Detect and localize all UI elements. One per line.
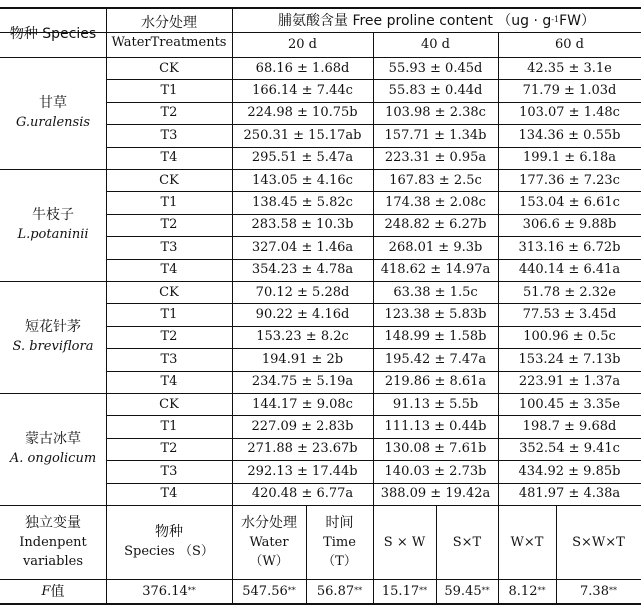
- f-value: 59.45: [444, 583, 482, 599]
- f-symbol: F: [41, 583, 51, 599]
- vline-stats-2: [306, 505, 307, 603]
- proline-value-cell: 234.75 ± 5.19a: [251, 374, 354, 390]
- proline-value-cell: 55.83 ± 0.44d: [388, 83, 483, 99]
- factor-water-abbr: （W）: [249, 553, 289, 569]
- proline-value-cell: 440.14 ± 6.41a: [518, 262, 621, 278]
- treatment-label: T1: [160, 195, 178, 211]
- vline-40d: [498, 169, 499, 281]
- vline-species: [106, 393, 107, 505]
- species-name-latin: A. ongolicum: [9, 451, 97, 466]
- indep-en-1: Indenpent: [19, 534, 87, 550]
- proline-value-cell: 219.86 ± 8.61a: [384, 374, 487, 390]
- f-value-cell: 56.87 **: [316, 583, 363, 599]
- treatment-label: T3: [160, 463, 178, 479]
- independent-variables-label-stack: [19, 514, 87, 571]
- species-name-cn: 甘草: [39, 95, 67, 111]
- vline-40d: [498, 57, 499, 169]
- proline-value-cell: 68.16 ± 1.68d: [255, 60, 350, 76]
- species-name: [16, 94, 90, 132]
- vline-stats-0: [106, 505, 107, 603]
- proline-value-cell: 166.14 ± 7.44c: [252, 83, 353, 99]
- species-name-cn: 牛枝子: [31, 207, 74, 223]
- vline-stats-6: [556, 505, 557, 603]
- f-value-cell: 547.56 **: [242, 583, 296, 599]
- f-value-cell: 7.38 **: [580, 583, 617, 599]
- species-group-label: [0, 393, 106, 505]
- proline-value-cell: 148.99 ± 1.58b: [384, 329, 487, 345]
- f-value: 547.56: [242, 583, 288, 599]
- factor-time-cn: 时间: [325, 514, 354, 531]
- treatment-label: T2: [160, 105, 178, 121]
- proline-value-cell: 283.58 ± 10.3b: [251, 217, 354, 233]
- day-header-2: 60 d: [555, 37, 584, 52]
- interaction-sxt: S×T: [452, 534, 482, 550]
- species-name: [10, 430, 96, 468]
- indep-en-2: variables: [22, 553, 84, 569]
- proline-value-cell: 174.38 ± 2.08c: [385, 195, 486, 211]
- proline-value-cell: 55.93 ± 0.45d: [388, 60, 483, 76]
- treatment-label: T3: [160, 351, 178, 367]
- species-group-label: [0, 57, 106, 169]
- vline-header-treatment: [232, 8, 233, 57]
- proline-value-cell: 250.31 ± 15.17ab: [243, 127, 362, 143]
- vline-20d: [373, 393, 374, 505]
- proline-value-cell: 123.38 ± 5.83b: [384, 307, 487, 323]
- vline-species: [106, 169, 107, 281]
- proline-value-cell: 327.04 ± 1.46a: [251, 239, 354, 255]
- proline-value-cell: 388.09 ± 19.42a: [380, 486, 491, 502]
- proline-value-cell: 223.31 ± 0.95a: [384, 150, 487, 166]
- water-treatment-en: WaterTreatments: [111, 34, 227, 50]
- proline-value-cell: 90.22 ± 4.16d: [255, 307, 350, 323]
- species-name-latin: S. breviflora: [12, 339, 94, 354]
- vline-treatment: [232, 281, 233, 393]
- proline-value-cell: 157.71 ± 1.34b: [384, 127, 487, 143]
- water-treatment-cn: 水分处理: [141, 14, 197, 31]
- proline-content-header: 脯氨酸含量 Free proline content （ug · g -1 FW）: [232, 8, 641, 32]
- treatment-label: T1: [160, 419, 178, 435]
- proline-value-cell: 140.03 ± 2.73b: [384, 463, 487, 479]
- proline-value-cell: 194.91 ± 2b: [261, 351, 344, 367]
- proline-value-cell: 153.23 ± 8.2c: [256, 329, 349, 345]
- proline-value-cell: 313.16 ± 6.72b: [518, 239, 621, 255]
- proline-value-cell: 167.83 ± 2.5c: [389, 172, 482, 188]
- treatment-label: CK: [159, 284, 179, 300]
- treatment-label: T1: [160, 307, 178, 323]
- proline-value-cell: 177.36 ± 7.23c: [519, 172, 620, 188]
- f-value: 7.38: [580, 583, 609, 599]
- f-value-word: 值: [50, 584, 65, 600]
- factor-water: [232, 505, 306, 579]
- proline-value-cell: 130.08 ± 7.61b: [384, 441, 487, 457]
- proline-value-cell: 420.48 ± 6.77a: [251, 486, 354, 502]
- factor-time-abbr: （T）: [322, 553, 357, 569]
- f-value-cell: 59.45 **: [444, 583, 490, 599]
- proline-value-cell: 103.07 ± 1.48c: [519, 105, 620, 121]
- f-value: 15.17: [381, 583, 420, 599]
- f-value: 8.12: [508, 583, 538, 599]
- treatment-label: CK: [159, 396, 179, 412]
- factor-time-stack: [322, 514, 357, 571]
- proline-value-cell: 91.13 ± 5.5b: [392, 396, 479, 412]
- factor-water-cn: 水分处理: [241, 514, 297, 531]
- treatment-label: CK: [159, 172, 179, 188]
- bottom-rule: [0, 603, 641, 605]
- vline-40d: [498, 281, 499, 393]
- day-header-0: 20 d: [288, 37, 317, 52]
- vline-species: [106, 281, 107, 393]
- species-group-label: [0, 169, 106, 281]
- treatment-label: CK: [159, 60, 179, 76]
- vline-20d: [373, 57, 374, 169]
- proline-value-cell: 248.82 ± 6.27b: [384, 217, 487, 233]
- species-name-latin: L.potaninii: [17, 227, 89, 242]
- factor-species-stack: [124, 523, 214, 561]
- proline-value-cell: 198.7 ± 9.68d: [522, 419, 617, 435]
- proline-value-cell: 134.36 ± 0.55b: [518, 127, 621, 143]
- vline-40d: [498, 393, 499, 505]
- f-value-label: [0, 579, 106, 603]
- proline-value-cell: 271.88 ± 23.67b: [247, 441, 358, 457]
- vline-header-40d: [498, 32, 499, 57]
- proline-value-cell: 195.42 ± 7.47a: [384, 351, 487, 367]
- treatment-label: T1: [160, 83, 178, 99]
- proline-value-cell: 295.51 ± 5.47a: [251, 150, 354, 166]
- species-name-latin: G.uralensis: [15, 115, 91, 130]
- proline-value-cell: 306.6 ± 9.88b: [522, 217, 617, 233]
- proline-value-cell: 418.62 ± 14.97a: [380, 262, 491, 278]
- f-value: 56.87: [316, 583, 355, 599]
- treatment-label: T3: [160, 239, 178, 255]
- proline-value-cell: 223.91 ± 1.37a: [518, 374, 621, 390]
- proline-value-cell: 63.38 ± 1.5c: [393, 284, 478, 300]
- f-value: 376.14: [142, 583, 188, 599]
- treatment-label: T4: [160, 486, 178, 502]
- treatment-label: T3: [160, 127, 178, 143]
- factor-time: [306, 505, 373, 579]
- proline-value-cell: 153.24 ± 7.13b: [518, 351, 621, 367]
- interaction-sxw: S × W: [383, 534, 426, 550]
- indep-cn: 独立变量: [24, 514, 81, 531]
- f-value-cell: 15.17 **: [381, 583, 428, 599]
- proline-value-cell: 143.05 ± 4.16c: [252, 172, 353, 188]
- proline-title: 脯氨酸含量 Free proline content （ug · g: [278, 13, 552, 29]
- treatment-label: T4: [160, 262, 178, 278]
- treatment-label: T2: [160, 217, 178, 233]
- proline-value-cell: 352.54 ± 9.41c: [519, 441, 620, 457]
- species-header: 物种 Species: [9, 25, 97, 42]
- species-name: [13, 318, 94, 356]
- interaction-wxt: W×T: [510, 534, 544, 550]
- proline-value-cell: 51.78 ± 2.32e: [522, 284, 616, 300]
- vline-header-20d: [373, 32, 374, 57]
- treatment-label: T2: [160, 329, 178, 345]
- factor-water-stack: [241, 514, 297, 571]
- proline-value-cell: 138.45 ± 5.82c: [252, 195, 353, 211]
- proline-value-cell: 71.79 ± 1.03d: [522, 83, 617, 99]
- treatment-label: T2: [160, 441, 178, 457]
- proline-value-cell: 103.98 ± 2.38c: [385, 105, 486, 121]
- proline-value-cell: 292.13 ± 17.44b: [247, 463, 358, 479]
- vline-stats-1: [232, 505, 233, 603]
- species-name-cn: 蒙古冰草: [24, 431, 81, 447]
- species-name-cn: 短花针茅: [25, 319, 81, 335]
- vline-header-species: [106, 8, 107, 57]
- proline-unit-tail: FW）: [559, 13, 595, 29]
- proline-value-cell: 111.13 ± 0.44b: [384, 419, 487, 435]
- proline-value-cell: 70.12 ± 5.28d: [255, 284, 350, 300]
- factor-species: [106, 505, 232, 579]
- proline-value-cell: 100.96 ± 0.5c: [523, 329, 616, 345]
- species-group-label: [0, 281, 106, 393]
- vline-treatment: [232, 57, 233, 169]
- independent-variables-label: [0, 505, 106, 579]
- vline-species: [106, 57, 107, 169]
- f-value-cell: 376.14 **: [142, 583, 196, 599]
- vline-treatment: [232, 393, 233, 505]
- f-value-cell: 8.12 **: [508, 583, 546, 599]
- factor-species-cn: 物种: [154, 524, 183, 540]
- proline-value-cell: 268.01 ± 9.3b: [388, 239, 483, 255]
- proline-value-cell: 144.17 ± 9.08c: [252, 396, 353, 412]
- proline-value-cell: 153.04 ± 6.61c: [519, 195, 620, 211]
- interaction-sxwxt: S×W×T: [572, 534, 625, 550]
- vline-stats-4: [436, 505, 437, 603]
- proline-value-cell: 42.35 ± 3.1e: [527, 60, 612, 76]
- vline-stats-5: [498, 505, 499, 603]
- factor-water-en: Water: [249, 534, 289, 550]
- proline-value-cell: 199.1 ± 6.18a: [522, 150, 617, 166]
- vline-stats-3: [373, 505, 374, 603]
- treatment-label: T4: [160, 150, 178, 166]
- proline-value-cell: 77.53 ± 3.45d: [522, 307, 617, 323]
- proline-value-cell: 224.98 ± 10.75b: [247, 105, 358, 121]
- proline-value-cell: 100.45 ± 3.35e: [518, 396, 621, 412]
- species-name: [17, 206, 88, 244]
- proline-value-cell: 481.97 ± 4.38a: [518, 486, 621, 502]
- proline-value-cell: 227.09 ± 2.83b: [251, 419, 354, 435]
- vline-treatment: [232, 169, 233, 281]
- factor-species-en: Species （S）: [124, 544, 214, 559]
- treatment-label: T4: [160, 374, 178, 390]
- proline-value-cell: 354.23 ± 4.78a: [251, 262, 354, 278]
- day-header-1: 40 d: [421, 37, 450, 52]
- vline-20d: [373, 169, 374, 281]
- vline-20d: [373, 281, 374, 393]
- factor-time-en: Time: [323, 534, 356, 550]
- proline-value-cell: 434.92 ± 9.85b: [518, 463, 621, 479]
